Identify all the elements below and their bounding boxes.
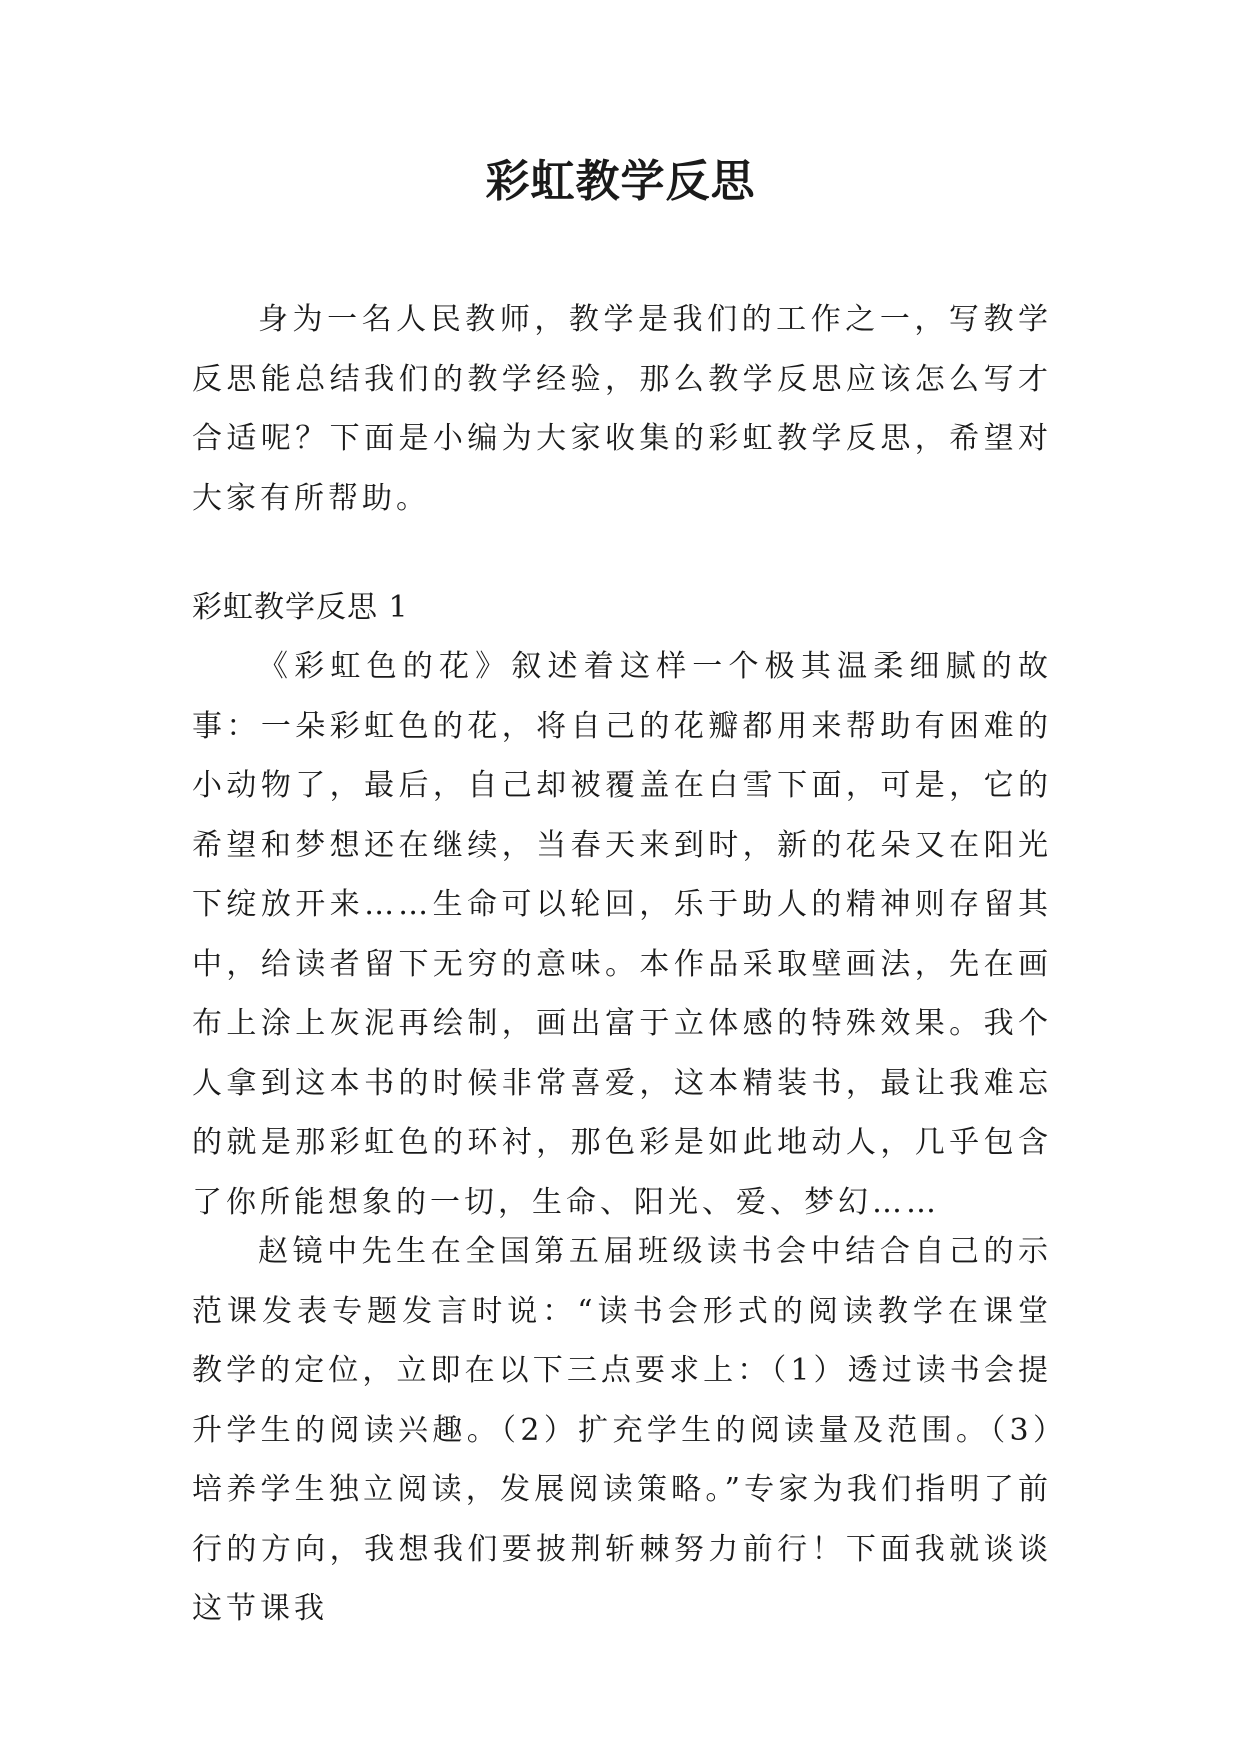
body-paragraph-2: 赵镜中先生在全国第五届班级读书会中结合自己的示范课发表专题发言时说：“读书会形式的阅读教学在课堂教学的定位，立即在以下三点要求上：（1）透过读书会提升学生的阅读兴趣。（2）扩充学生的阅读量及范围。（3）培养学生独立阅读，发展阅读策略。”专家为我们指明了前行的方向，我想我们要披荆斩棘努力前行！下面我就谈谈这节课我 [192,1234,1052,1626]
document-title: 彩虹教学反思 [485,156,756,207]
section-heading: 彩虹教学反思 1 [192,590,409,625]
intro-paragraph: 身为一名人民教师，教学是我们的工作之一，写教学反思能总结我们的教学经验，那么教学反思应该怎么写才合适呢？下面是小编为大家收集的彩虹教学反思，希望对大家有所帮助。 [192,302,1052,516]
body-paragraph-1: 《彩虹色的花》叙述着这样一个极其温柔细腻的故事：一朵彩虹色的花，将自己的花瓣都用来帮助有困难的小动物了，最后，自己却被覆盖在白雪下面，可是，它的希望和梦想还在继续，当春天来到时，新的花朵又在阳光下绽放开来……生命可以轮回，乐于助人的精神则存留其中，给读者留下无穷的意味。本作品采取壁画法，先在画布上涂上灰泥再绘制，画出富于立体感的特殊效果。我个人拿到这本书的时候非常喜爱，这本精装书，最让我难忘的就是那彩虹色的环衬，那色彩是如此地动人，几乎包含了你所能想象的一切，生命、阳光、爱、梦幻…… [192,649,1052,1220]
